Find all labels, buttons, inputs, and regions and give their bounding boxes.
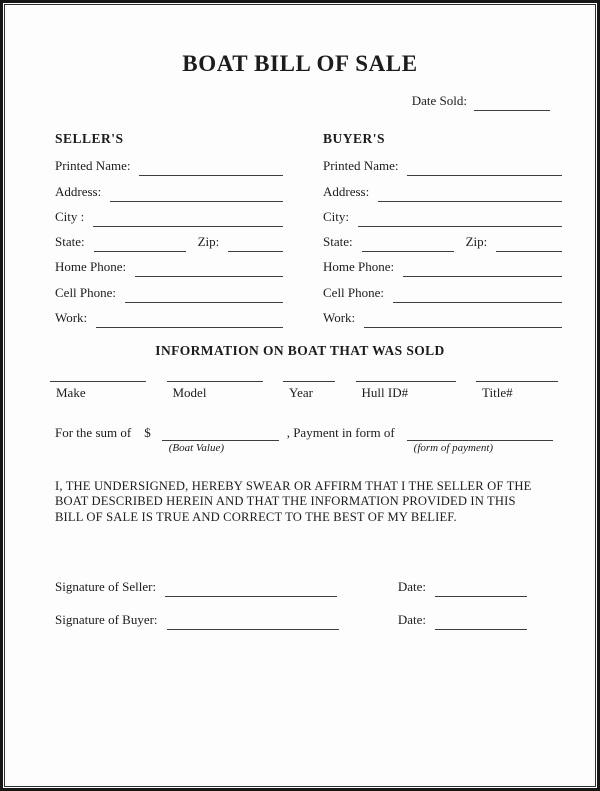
date-sold-row [3,93,597,111]
buyer-home-phone-label: Home Phone: [323,259,395,275]
seller-address-label: Address: [55,183,102,199]
boat-year-field [283,373,335,401]
buyer-work-row [323,303,562,328]
form-title: BOAT BILL OF SALE [182,51,418,76]
seller-cell-phone-label: Cell Phone: [55,284,117,300]
seller-state-zip-row [55,227,283,252]
date-sold-input[interactable] [474,94,550,111]
seller-work-row [55,303,283,328]
buyer-address-row [323,176,562,201]
seller-cell-phone-input[interactable] [125,285,283,303]
seller-city-input[interactable] [93,209,283,227]
sum-prefix-label: For the sum of [55,425,132,441]
buyer-address-input[interactable] [378,184,562,202]
seller-heading: SELLER'S [55,131,124,146]
buyer-city-input[interactable] [358,209,562,227]
buyer-zip-input[interactable] [496,234,562,252]
seller-cell-phone-row [55,277,283,302]
payment-form-caption: (form of payment) [413,442,494,455]
buyer-cell-phone-label: Cell Phone: [323,284,385,300]
boat-hull-id-field [356,373,456,401]
buyer-section [323,131,562,328]
buyer-state-zip-row [323,227,562,252]
payment-form-input[interactable] [407,425,553,441]
buyer-home-phone-row [323,252,562,277]
boat-year-label: Year [289,385,313,401]
boat-fields-row [50,373,558,401]
boat-info-heading: INFORMATION ON BOAT THAT WAS SOLD [155,343,445,359]
seller-address-row [55,176,283,201]
buyer-work-label: Work: [323,310,356,326]
buyer-home-phone-input[interactable] [403,259,562,277]
buyer-signature-label: Signature of Buyer: [55,611,158,627]
buyer-state-label: State: [323,234,353,250]
boat-model-field [167,373,263,401]
seller-home-phone-input[interactable] [135,259,283,277]
buyer-address-label: Address: [323,183,370,199]
boat-title-number-label: Title# [482,385,513,401]
boat-hull-id-input[interactable] [356,373,456,382]
seller-work-input[interactable] [96,310,283,328]
seller-home-phone-label: Home Phone: [55,259,127,275]
seller-home-phone-row [55,252,283,277]
boat-model-input[interactable] [167,373,263,382]
seller-city-row [55,202,283,227]
seller-signature-date-label: Date: [397,578,426,594]
boat-make-label: Make [56,385,86,401]
seller-city-label: City : [55,208,85,224]
seller-signature-label: Signature of Seller: [55,578,157,594]
seller-printed-name-label: Printed Name: [55,158,131,174]
date-sold-label: Date Sold: [411,93,467,108]
parties-section [55,131,562,328]
buyer-zip-label: Zip: [465,234,488,250]
payment-form-field [407,425,553,454]
seller-printed-name-input[interactable] [139,158,283,176]
buyer-signature-date-label: Date: [397,611,426,627]
buyer-printed-name-row [323,151,562,176]
buyer-printed-name-label: Printed Name: [323,158,399,174]
boat-title-number-input[interactable] [476,373,558,382]
buyer-cell-phone-input[interactable] [393,285,562,303]
payment-prefix-label: , Payment in form of [286,425,395,441]
seller-work-label: Work: [55,310,88,326]
buyer-city-row [323,202,562,227]
seller-state-input[interactable] [94,234,186,252]
boat-value-field [162,425,279,454]
sum-row [55,425,562,454]
seller-state-label: State: [55,234,85,250]
buyer-city-label: City: [323,208,350,224]
boat-make-field [50,373,146,401]
affirmation-text: I, THE UNDERSIGNED, HEREBY SWEAR OR AFFIRM THAT I THE SELLER OF THE BOAT DESCRIBED HEREIN AND THAT THE INFORMATION PROVIDED IN THIS BILL OF SALE IS TRUE AND CORRECT TO THE BEST OF MY BELIEF. [55,479,532,524]
buyer-heading: BUYER'S [323,131,386,146]
boat-model-label: Model [172,385,207,401]
buyer-signature-date-input[interactable] [435,613,527,630]
seller-address-input[interactable] [110,184,283,202]
seller-section [55,131,283,328]
seller-zip-label: Zip: [197,234,220,250]
signatures-section [3,577,597,630]
currency-symbol: $ [144,425,151,441]
buyer-work-input[interactable] [364,310,562,328]
boat-title-number-field [476,373,558,401]
buyer-printed-name-input[interactable] [407,158,562,176]
boat-year-input[interactable] [283,373,335,382]
seller-printed-name-row [55,151,283,176]
boat-hull-id-label: Hull ID# [361,385,409,401]
seller-zip-input[interactable] [228,234,283,252]
boat-value-input[interactable] [162,425,279,441]
seller-signature-date-input[interactable] [435,580,527,597]
buyer-signature-input[interactable] [167,613,339,630]
seller-signature-input[interactable] [165,580,337,597]
boat-value-caption: (Boat Value) [168,442,224,455]
buyer-signature-row [55,610,527,630]
seller-signature-row [55,577,527,597]
buyer-cell-phone-row [323,277,562,302]
boat-make-input[interactable] [50,373,146,382]
buyer-state-input[interactable] [362,234,454,252]
